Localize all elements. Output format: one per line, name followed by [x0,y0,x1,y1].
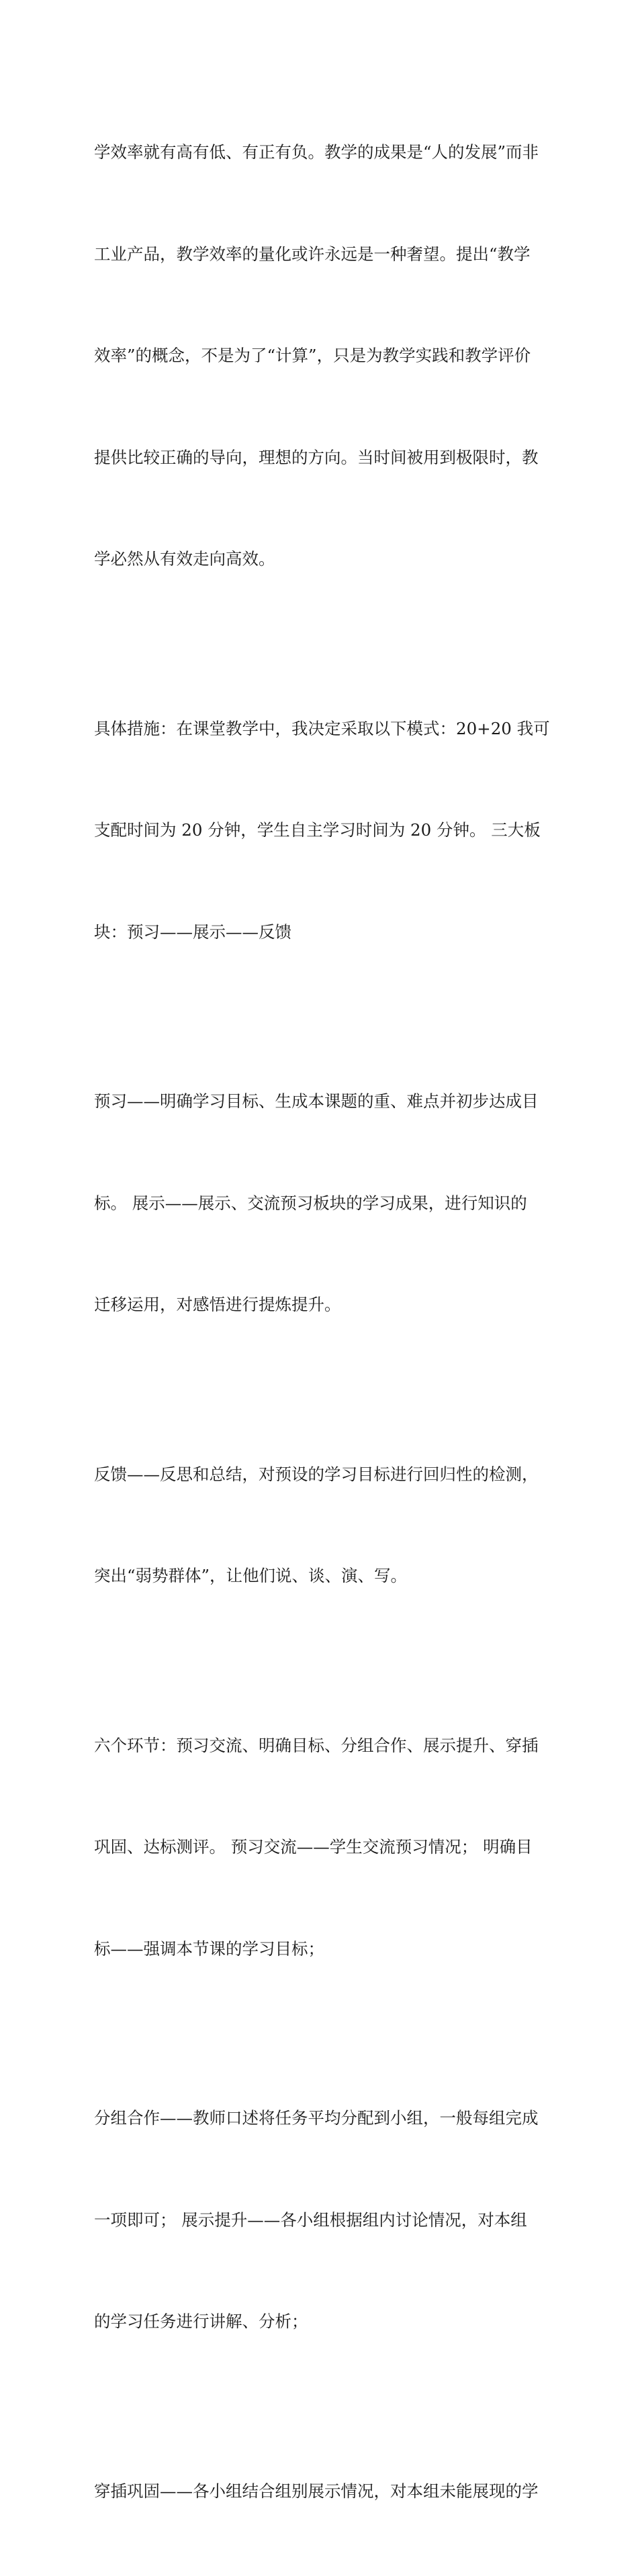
text-line: 学效率就有高有低、有正有负。教学的成果是“人的发展”而非 [94,136,551,170]
text-line: 标。 展示——展示、交流预习板块的学习成果，进行知识的 [94,1187,551,1221]
text-line: 的学习任务进行讲解、分析； [94,2305,551,2339]
paragraph-measures [94,644,551,1018]
paragraph-consolidation [94,2407,551,2576]
text-line: 标——强调本节课的学习目标； [94,1932,551,1967]
text-line: 预习——明确学习目标、生成本课题的重、难点并初步达成目 [94,1085,551,1119]
text-line: 支配时间为 20 分钟，学生自主学习时间为 20 分钟。 三大板 [94,813,551,848]
paragraph-six-steps [94,1661,551,2034]
text-line: 具体措施：在课堂教学中，我决定采取以下模式：20+20 我可 [94,712,551,746]
text-line: 块：预习——展示——反馈 [94,915,551,950]
text-line: 工业产品，教学效率的量化或许永远是一种奢望。提出“教学 [94,238,551,272]
paragraph-preview [94,1017,551,1390]
text-line: 六个环节：预习交流、明确目标、分组合作、展示提升、穿插 [94,1729,551,1763]
text-line: 反馈——反思和总结，对预设的学习目标进行回归性的检测， [94,1458,551,1492]
paragraph-feedback [94,1390,551,1661]
paragraph-efficiency [94,68,551,644]
text-line: 学必然从有效走向高效。 [94,542,551,577]
paragraph-group-work [94,2034,551,2407]
text-line: 提供比较正确的导向，理想的方向。当时间被用到极限时，教 [94,441,551,475]
text-line: 穿插巩固——各小组结合组别展示情况，对本组未能展现的学 [94,2475,551,2509]
document-page [0,0,638,825]
text-line: 突出“弱势群体”，让他们说、谈、演、写。 [94,1559,551,1593]
text-line: 巩固、达标测评。 预习交流——学生交流预习情况； 明确目 [94,1830,551,1865]
text-line: 一项即可； 展示提升——各小组根据组内讨论情况，对本组 [94,2203,551,2238]
text-line: 效率”的概念，不是为了“计算”，只是为教学实践和教学评价 [94,339,551,373]
document-body [94,68,551,2576]
text-line: 迁移运用，对感悟进行提炼提升。 [94,1288,551,1322]
text-line: 分组合作——教师口述将任务平均分配到小组，一般每组完成 [94,2101,551,2136]
